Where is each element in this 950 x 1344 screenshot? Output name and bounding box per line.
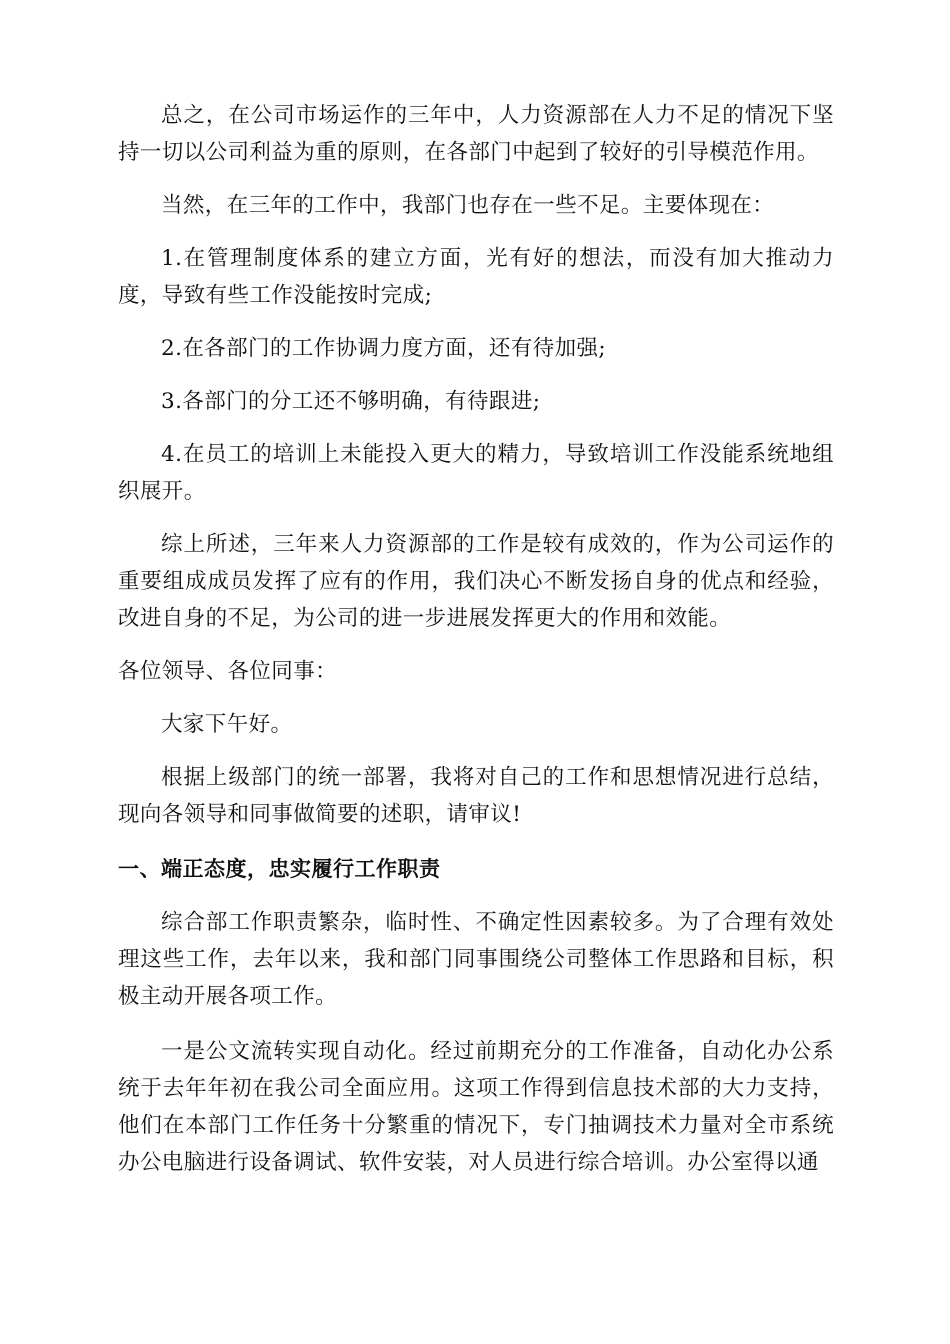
greeting: 大家下午好。 [161,712,293,737]
list-item-2: 2.在各部门的工作协调力度方面，还有待加强; [161,336,607,361]
paragraph-intro: 根据上级部门的统一部署，我将对自己的工作和思想情况进行总结，现向各领导和同事做简要的述职，请审议! [118,765,834,827]
section-heading: 一、端正态度，忠实履行工作职责 [118,857,441,881]
paragraph-duties: 综合部工作职责繁杂，临时性、不确定性因素较多。为了合理有效处理这些工作，去年以来，我和部门同事围绕公司整体工作思路和目标，积极主动开展各项工作。 [118,910,834,1009]
paragraph-summary: 总之，在公司市场运作的三年中，人力资源部在人力不足的情况下坚持一切以公司利益为重的原则，在各部门中起到了较好的引导模范作用。 [118,103,834,165]
list-item-1: 1.在管理制度体系的建立方面，光有好的想法，而没有加大推动力度，导致有些工作没能按时完成; [118,246,834,308]
paragraph-automation: 一是公文流转实现自动化。经过前期充分的工作准备，自动化办公系统于去年年初在我公司全面应用。这项工作得到信息技术部的大力支持，他们在本部门工作任务十分繁重的情况下，专门抽调技术力量对全市系统办公电脑进行设备调试、软件安装，对人员进行综合培训。办公室得以通 [118,1039,834,1175]
list-item-3: 3.各部门的分工还不够明确，有待跟进; [161,389,541,414]
salutation: 各位领导、各位同事： [118,659,338,684]
document-page [118,97,834,1181]
paragraph-shortcomings-intro: 当然，在三年的工作中，我部门也存在一些不足。主要体现在： [161,193,775,218]
list-item-4: 4.在员工的培训上未能投入更大的精力，导致培训工作没能系统地组织展开。 [118,442,834,504]
paragraph-conclusion: 综上所述，三年来人力资源部的工作是较有成效的，作为公司运作的重要组成成员发挥了应有的作用，我们决心不断发扬自身的优点和经验，改进自身的不足，为公司的进一步进展发挥更大的作用和效能。 [118,532,834,631]
